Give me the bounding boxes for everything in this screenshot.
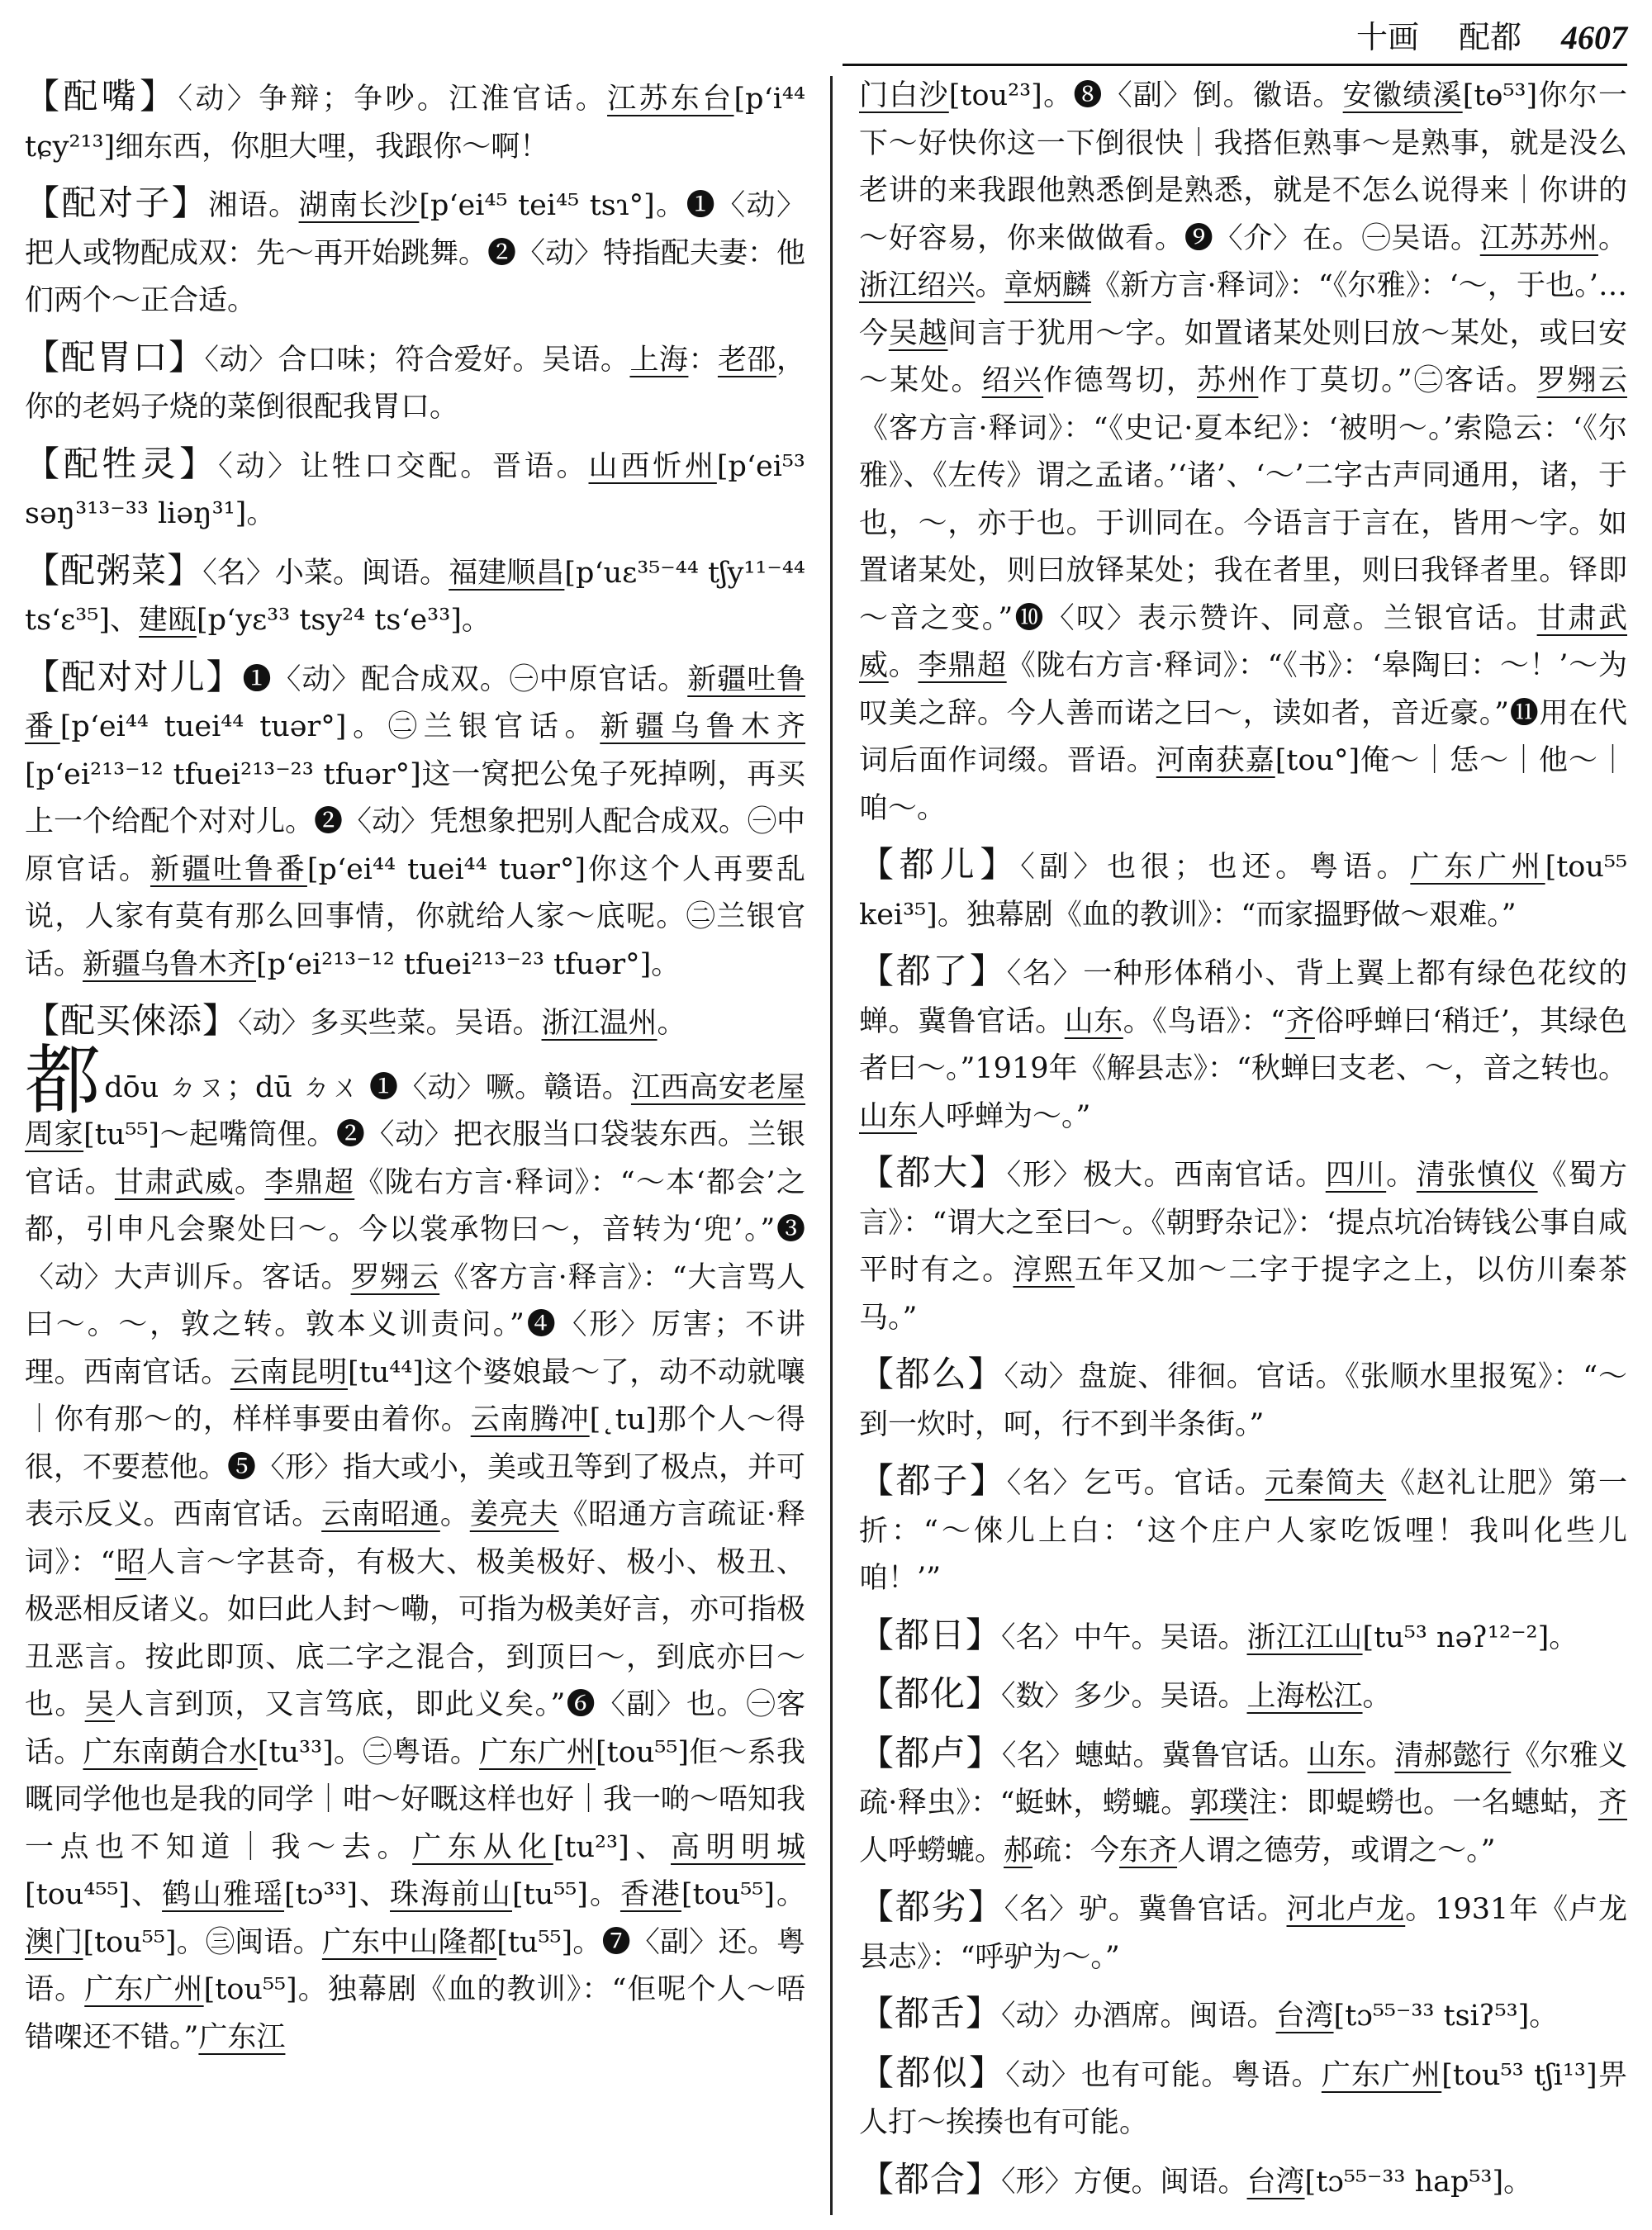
place-name: 云南昆明 bbox=[230, 1355, 348, 1389]
entry-text: [p‘ei⁵³ səŋ³¹³⁻³³ liəŋ³¹]。 bbox=[25, 449, 805, 530]
place-name: 广东广州 bbox=[1410, 851, 1545, 884]
entry-text: 人呼蟧螰。 bbox=[859, 1834, 1004, 1867]
place-name: 甘肃武威 bbox=[859, 601, 1627, 682]
place-name: 福建顺昌 bbox=[449, 556, 565, 590]
dictionary-entry bbox=[859, 1350, 1627, 1449]
dictionary-entry bbox=[859, 1611, 1627, 1663]
place-name: 甘肃武威 bbox=[114, 1165, 235, 1199]
entry-text: 人言～字甚奇，有极大、极美极好、极小、极丑、极恶相反诸义。如曰此人封～嘞，可指为极美好言，亦可指极丑恶言。按此即顶、底二字之混合，到顶曰～，到底亦曰～也。 bbox=[25, 1545, 805, 1721]
entry-text: [p‘ei⁴⁵ tei⁴⁵ tsɿ°]。❶〈动〉把人或物配成双：先～再开始跳舞。❷〈动〉特指配夫妻：他们两个～正合适。 bbox=[25, 189, 805, 317]
entry-text: 。 bbox=[1597, 221, 1627, 255]
entry-text: 。 bbox=[888, 649, 919, 682]
place-name: 浙江绍兴 bbox=[859, 269, 976, 302]
place-name: 吴 bbox=[84, 1688, 116, 1721]
entry-text: 〈名〉驴。冀鲁官话。 bbox=[1004, 1893, 1287, 1926]
entry-text: 〈动〉合口味；符合爱好。吴语。 bbox=[204, 343, 630, 377]
entry-text: [p‘yɛ³³ tsy²⁴ ts‘e³³]。 bbox=[197, 604, 491, 637]
entry-text: ： bbox=[688, 343, 718, 377]
entry-headword: 【都大】 bbox=[859, 1152, 1007, 1193]
entry-text: [p‘ei²¹³⁻¹² tfuei²¹³⁻²³ tfuər°]。 bbox=[256, 947, 681, 981]
place-name: 上海 bbox=[629, 343, 689, 377]
place-name: 广东广州 bbox=[479, 1735, 596, 1769]
place-name: 齐 bbox=[1597, 1786, 1627, 1820]
entry-text: [tu⁵⁵]～起嘴筒俚。❷〈动〉把衣服当口袋装东西。兰银官话。 bbox=[25, 1118, 805, 1199]
place-name: 江苏苏州 bbox=[1479, 221, 1598, 255]
entry-headword: 【都日】 bbox=[859, 1614, 1002, 1655]
entry-text: [tu³³]。㊁粤语。 bbox=[257, 1735, 480, 1769]
column-divider bbox=[830, 76, 833, 2215]
place-name: 山东 bbox=[1064, 1004, 1123, 1038]
dictionary-entry bbox=[859, 1457, 1627, 1603]
dictionary-entry bbox=[25, 547, 805, 645]
entry-text: [p‘ei⁴⁴ tuei⁴⁴ tuər°]你这个人再要乱说，人家有莫有那么回事情，你就给人家～底呢。㊁兰银官话。 bbox=[25, 852, 805, 981]
entry-text: [tɔ³³]、 bbox=[284, 1878, 391, 1911]
place-name: 高明明城 bbox=[671, 1830, 805, 1864]
dictionary-entry bbox=[859, 2156, 1627, 2207]
place-name: 新疆吐鲁番 bbox=[150, 852, 307, 886]
place-name: 江西高安老屋周家 bbox=[25, 1070, 805, 1151]
place-name: 新疆吐鲁番 bbox=[25, 662, 805, 743]
entry-text: [tou⁵⁵]佢～系我嘅同学他也是我的同学｜咁～好嘅这样也好｜我一啲～唔知我一点也不知道｜我～去。 bbox=[25, 1735, 805, 1864]
place-name: 广东从化 bbox=[412, 1830, 553, 1864]
place-name: 湖南长沙 bbox=[298, 189, 420, 222]
place-name: 李鼎超 bbox=[264, 1165, 355, 1199]
entry-text: 〈名〉小菜。闽语。 bbox=[202, 556, 449, 590]
entry-headword: 【都儿】 bbox=[859, 844, 1021, 885]
dictionary-entry bbox=[859, 841, 1627, 939]
place-name: 吴越 bbox=[888, 316, 948, 350]
entry-text: 〈动〉多买些菜。吴语。 bbox=[238, 1007, 542, 1040]
head-character: 都 bbox=[25, 1036, 102, 1125]
entry-text: [tu⁴⁴]这个婆娘最～了，动不动就嚷｜你有那～的，样样事要由着你。 bbox=[25, 1355, 805, 1436]
place-name: 齐 bbox=[1284, 1004, 1315, 1038]
entry-text: 。1931年《卢龙县志》：“呼驴为～。” bbox=[859, 1893, 1627, 1974]
place-name: 新疆乌鲁木齐 bbox=[83, 947, 257, 981]
entry-text: 。 bbox=[657, 1007, 686, 1040]
dictionary-entry bbox=[25, 997, 805, 1048]
place-name: 建瓯 bbox=[139, 604, 197, 637]
entry-headword: 【配嘴】 bbox=[25, 76, 178, 116]
place-name: 淳熙 bbox=[1013, 1254, 1075, 1287]
place-name: 罗翙云 bbox=[1536, 364, 1627, 397]
entry-text: 。《鸟语》：“ bbox=[1123, 1004, 1285, 1038]
entry-text: [tu²³]、 bbox=[553, 1830, 672, 1864]
entry-text: [p‘uɛ³⁵⁻⁴⁴ tʃy¹¹⁻⁴⁴ ts‘ɛ³⁵]、 bbox=[25, 556, 805, 637]
entry-text: 〈名〉蟪蛄。冀鲁官话。 bbox=[1001, 1739, 1308, 1772]
entry-text: [tou⁵⁵]。独幕剧《血的教训》：“佢呢个人～唔错㗎还不错。” bbox=[25, 1973, 805, 2054]
place-name: 上海松江 bbox=[1246, 1680, 1363, 1713]
place-name: 绍兴 bbox=[981, 364, 1044, 397]
place-name: 郭璞 bbox=[1189, 1786, 1249, 1820]
entry-headword: 【都劣】 bbox=[859, 1886, 1004, 1927]
entry-text: [p‘i⁴⁴ tɕy²¹³]细东西，你胆大哩，我跟你～啊！ bbox=[25, 83, 805, 164]
entry-text: 《客方言·释词》：“《史记·夏本纪》：‘被明～。’索隐云：‘《尔雅》、《左传》谓之孟诸。’‘诸’、‘～’二字古声同通用，诸，于也，～，亦于也。于训同在。今语言于言在，皆用～字。如置诸某处，则曰放铎某处；我在者里，则曰我铎者里。铎即～音之变。”❿〈叹〉表示赞许、同意。兰银官话。 bbox=[859, 411, 1627, 635]
entry-text: 五年又加～二字于提字之上，以仿川秦茶马。” bbox=[859, 1254, 1627, 1335]
place-name: 姜亮夫 bbox=[469, 1498, 559, 1531]
place-name: 广东中山隆都 bbox=[321, 1925, 497, 1959]
dictionary-entry bbox=[859, 947, 1627, 1141]
entry-text: 疏：今 bbox=[1032, 1834, 1120, 1867]
right-column bbox=[859, 73, 1627, 2216]
entry-text: [tɔ⁵⁵⁻³³ hap⁵³]。 bbox=[1304, 2165, 1533, 2199]
place-name: 苏州 bbox=[1197, 364, 1259, 397]
entry-text: 。 bbox=[1365, 1739, 1395, 1772]
place-name: 浙江江山 bbox=[1246, 1620, 1363, 1654]
entry-text: [tɵ⁵³]你尔一下～好快你这一下倒很快｜我搭佢熟事～是熟事，就是没么老讲的来我跟他熟悉倒是熟悉，就是不怎么说得来｜你讲的～好容易，你来做做看。❾〈介〉在。㊀吴语。 bbox=[859, 79, 1627, 255]
entry-headword: 【配牲灵】 bbox=[25, 443, 219, 484]
entry-text: 作德驾切， bbox=[1043, 364, 1198, 397]
entry-headword: 【都了】 bbox=[859, 951, 1007, 991]
page-number: 4607 bbox=[1561, 19, 1627, 56]
entry-text: 〈副〉也很；也还。粤语。 bbox=[1020, 851, 1411, 884]
place-name: 安徽绩溪 bbox=[1342, 79, 1463, 112]
entry-text: [p‘ei⁴⁴ tuei⁴⁴ tuər°]。㊁兰银官话。 bbox=[59, 710, 601, 743]
place-name: 广东广州 bbox=[84, 1973, 204, 2006]
entry-text: 湘语。 bbox=[208, 189, 299, 222]
dictionary-entry bbox=[25, 73, 805, 171]
place-name: 郝 bbox=[1004, 1834, 1033, 1867]
entry-text: 〈动〉盘旋、徘徊。官话。《张顺水里报冤》：“～到一炊时，呵，行不到半条街。” bbox=[859, 1360, 1627, 1441]
entry-text: [tou⁵³ tʃi¹³]畀人打～挨揍也有可能。 bbox=[859, 2058, 1627, 2139]
entry-text: 〈动〉办酒席。闽语。 bbox=[1001, 2000, 1276, 2033]
entry-text: 〈动〉争辩；争吵。江淮官话。 bbox=[178, 83, 608, 116]
entry-text: 〈形〉极大。西南官话。 bbox=[1006, 1159, 1326, 1192]
entry-text: 。 bbox=[1362, 1680, 1392, 1713]
place-name: 广东南蓢合水 bbox=[83, 1735, 258, 1769]
entry-text: 《赵礼让肥》第一折：“～倈儿上白：‘这个庄户人家吃饭哩！我叫化些儿咱！’” bbox=[859, 1467, 1627, 1595]
place-name: 台湾 bbox=[1275, 2000, 1334, 2033]
place-name: 山东 bbox=[1307, 1739, 1366, 1772]
header-section: 十画 bbox=[1355, 19, 1419, 55]
header-characters: 配都 bbox=[1458, 19, 1521, 55]
entry-headword: 【配对对儿】 bbox=[25, 656, 243, 697]
entry-text: 《陇右方言·释词》：“《书》：‘皋陶曰：～！’～为叹美之辞。今人善而诺之曰～，读如者，音近豪。”⓫用在代词后面作词缀。晋语。 bbox=[859, 649, 1627, 777]
entry-text: 《昭通方言疏证·释词》：“ bbox=[25, 1498, 805, 1579]
place-name: 章炳麟 bbox=[1004, 269, 1092, 302]
running-header bbox=[843, 8, 1627, 66]
dictionary-entry bbox=[859, 1990, 1627, 2041]
place-name: 门白沙 bbox=[859, 79, 949, 112]
dictionary-entry bbox=[859, 1670, 1627, 1721]
place-name: 鹤山雅瑶 bbox=[162, 1878, 285, 1911]
entry-text: [tou⁴⁵⁵]、 bbox=[25, 1878, 163, 1911]
place-name: 河南获嘉 bbox=[1156, 744, 1275, 777]
entry-text: 《客方言·释言》：“大言骂人曰～。～，敦之转。敦本义训责问。”❹〈形〉厉害；不讲理。西南官话。 bbox=[25, 1260, 805, 1389]
dictionary-entry bbox=[25, 440, 805, 539]
place-name: 李鼎超 bbox=[918, 649, 1007, 682]
entry-text: [tu⁵⁵]。❼〈副〉还。粤语。 bbox=[25, 1925, 805, 2006]
entry-text: 注：即蝭蟧也。一名蟪蛄， bbox=[1248, 1786, 1598, 1820]
place-name: 云南腾冲 bbox=[470, 1403, 590, 1436]
place-name: 东齐 bbox=[1119, 1834, 1178, 1867]
entry-text: 。 bbox=[1386, 1159, 1417, 1192]
entry-headword: 【配对子】 bbox=[25, 183, 209, 223]
place-name: 广东江 bbox=[198, 2020, 286, 2054]
place-name: 香港 bbox=[620, 1878, 681, 1911]
dictionary-entry bbox=[25, 334, 805, 432]
dictionary-entry bbox=[25, 179, 805, 325]
entry-text: ❶〈动〉配合成双。㊀中原官话。 bbox=[242, 662, 688, 696]
entry-headword: 【都么】 bbox=[859, 1354, 1004, 1394]
entry-text: 《尔雅义疏·释虫》：“蜓蚞，蟧螰。 bbox=[859, 1739, 1627, 1820]
entry-text: 〈形〉方便。闽语。 bbox=[1001, 2165, 1247, 2199]
place-name: 台湾 bbox=[1246, 2165, 1305, 2199]
entry-text: 作丁莫切。”㊁客话。 bbox=[1258, 364, 1537, 397]
place-name: 山西忻州 bbox=[588, 449, 717, 483]
place-name: 清张慎仪 bbox=[1416, 1159, 1538, 1192]
entry-text: [tu⁵³ nəʔ¹²⁻²]。 bbox=[1362, 1620, 1578, 1654]
entry-text: 。 bbox=[975, 269, 1004, 302]
entry-text: 〈名〉乞丐。官话。 bbox=[1006, 1467, 1265, 1500]
entry-text: [˛tu]那个人～得很，不要惹他。❺〈形〉指大或小，美或丑等到了极点，并可表示反义。西南官话。 bbox=[25, 1403, 805, 1531]
entry-text: 人呼蝉为～。” bbox=[917, 1099, 1091, 1133]
entry-headword: 【配买倈添】 bbox=[25, 1000, 239, 1041]
dictionary-entry bbox=[25, 1036, 805, 2062]
entry-text: [tou⁵⁵]。㊂闽语。 bbox=[83, 1925, 322, 1959]
entry-headword: 【都舌】 bbox=[859, 1993, 1002, 2033]
entry-headword: 【都子】 bbox=[859, 1460, 1007, 1501]
entry-text: 间言于犹用～字。如置诸某处则曰放～某处，或曰安～某处。 bbox=[859, 316, 1627, 397]
entry-text: [tou⁵⁵ kei³⁵]。独幕剧《血的教训》：“而家搵野做～艰难。” bbox=[859, 851, 1627, 932]
place-name: 新疆乌鲁木齐 bbox=[600, 710, 805, 743]
place-name: 昭 bbox=[115, 1545, 147, 1579]
place-name: 山东 bbox=[859, 1099, 918, 1133]
entry-text: 人言到顶，又言笃底，即此义矣。”❻〈副〉也。㊀客话。 bbox=[25, 1688, 805, 1769]
entry-text: 。 bbox=[439, 1498, 470, 1531]
left-column bbox=[25, 73, 805, 2216]
entry-text: 。 bbox=[235, 1165, 265, 1199]
entry-headword: 【配粥菜】 bbox=[25, 549, 203, 591]
place-name: 罗翙云 bbox=[350, 1260, 440, 1294]
entry-text: 《新方言·释词》：“《尔雅》：‘～，于也。’…今 bbox=[859, 269, 1627, 350]
place-name: 清郝懿行 bbox=[1394, 1739, 1512, 1772]
dictionary-entry bbox=[859, 1729, 1627, 1876]
entry-text: [tou°]俺～｜恁～｜他～｜咱～。 bbox=[859, 744, 1627, 825]
entry-text: [tou²³]。❽〈副〉倒。徽语。 bbox=[948, 79, 1343, 112]
entry-text: ，你的老妈子烧的菜倒很配我胃口。 bbox=[25, 343, 805, 424]
entry-text: 〈动〉也有可能。粤语。 bbox=[1005, 2058, 1322, 2092]
entry-text: 人谓之德劳，或谓之～。” bbox=[1177, 1834, 1496, 1867]
place-name: 澳门 bbox=[25, 1925, 83, 1959]
entry-text: [p‘ei²¹³⁻¹² tfuei²¹³⁻²³ tfuər°]这一窝把公兔子死掉咧，再买上一个给配个对对儿。❷〈动〉凭想象把别人配合成双。㊀中原官话。 bbox=[25, 757, 805, 886]
entry-text: 〈名〉中午。吴语。 bbox=[1001, 1620, 1247, 1654]
place-name: 云南昭通 bbox=[321, 1498, 440, 1531]
place-name: 元秦简夫 bbox=[1265, 1467, 1387, 1500]
dictionary-entry bbox=[859, 1883, 1627, 1981]
place-name: 河北卢龙 bbox=[1286, 1893, 1406, 1926]
place-name: 浙江温州 bbox=[541, 1007, 657, 1040]
entry-text: 《蜀方言》：“谓大之至曰～。《朝野杂记》：‘提点坑冶铸钱公事自咸平时有之。 bbox=[859, 1159, 1627, 1287]
entry-headword: 【都化】 bbox=[859, 1673, 1002, 1714]
entry-text: 〈名〉一种形体稍小、背上翼上都有绿色花纹的蝉。冀鲁官话。 bbox=[859, 957, 1627, 1038]
place-name: 江苏东台 bbox=[607, 83, 734, 116]
place-name: 老邵 bbox=[717, 343, 776, 377]
dictionary-entry bbox=[859, 1149, 1627, 1342]
entry-text: 〈动〉让牲口交配。晋语。 bbox=[218, 449, 589, 483]
dictionary-entry bbox=[859, 73, 1627, 833]
dictionary-entry bbox=[25, 653, 805, 989]
dictionary-entry bbox=[859, 2049, 1627, 2147]
entry-text: [tu⁵⁵]。 bbox=[511, 1878, 620, 1911]
entry-text: 《陇右方言·释词》：“～本‘都会’之都，引申凡会聚处曰～。今以裳承物曰～，音转为‘兜’。”❸〈动〉大声训斥。客话。 bbox=[25, 1165, 805, 1294]
place-name: 广东广州 bbox=[1321, 2058, 1442, 2092]
place-name: 四川 bbox=[1325, 1159, 1387, 1192]
entry-text: [tou⁵⁵]。 bbox=[681, 1878, 805, 1911]
entry-headword: 【都合】 bbox=[859, 2158, 1002, 2199]
entry-headword: 【配胃口】 bbox=[25, 336, 205, 377]
entry-text: dōu ㄉㄡ；dū ㄉㄨ ❶〈动〉噘。赣语。 bbox=[104, 1070, 631, 1104]
entry-headword: 【都似】 bbox=[859, 2052, 1006, 2093]
entry-text: 〈数〉多少。吴语。 bbox=[1001, 1680, 1247, 1713]
entry-text: [tɔ⁵⁵⁻³³ tsiʔ⁵³]。 bbox=[1333, 2000, 1559, 2033]
entry-text: 俗呼蝉曰‘稍迁’，其绿色者曰～。”1919年《解县志》：“秋蝉曰支老、～，音之转也。 bbox=[859, 1004, 1627, 1085]
place-name: 珠海前山 bbox=[390, 1878, 512, 1911]
entry-headword: 【都卢】 bbox=[859, 1732, 1002, 1773]
